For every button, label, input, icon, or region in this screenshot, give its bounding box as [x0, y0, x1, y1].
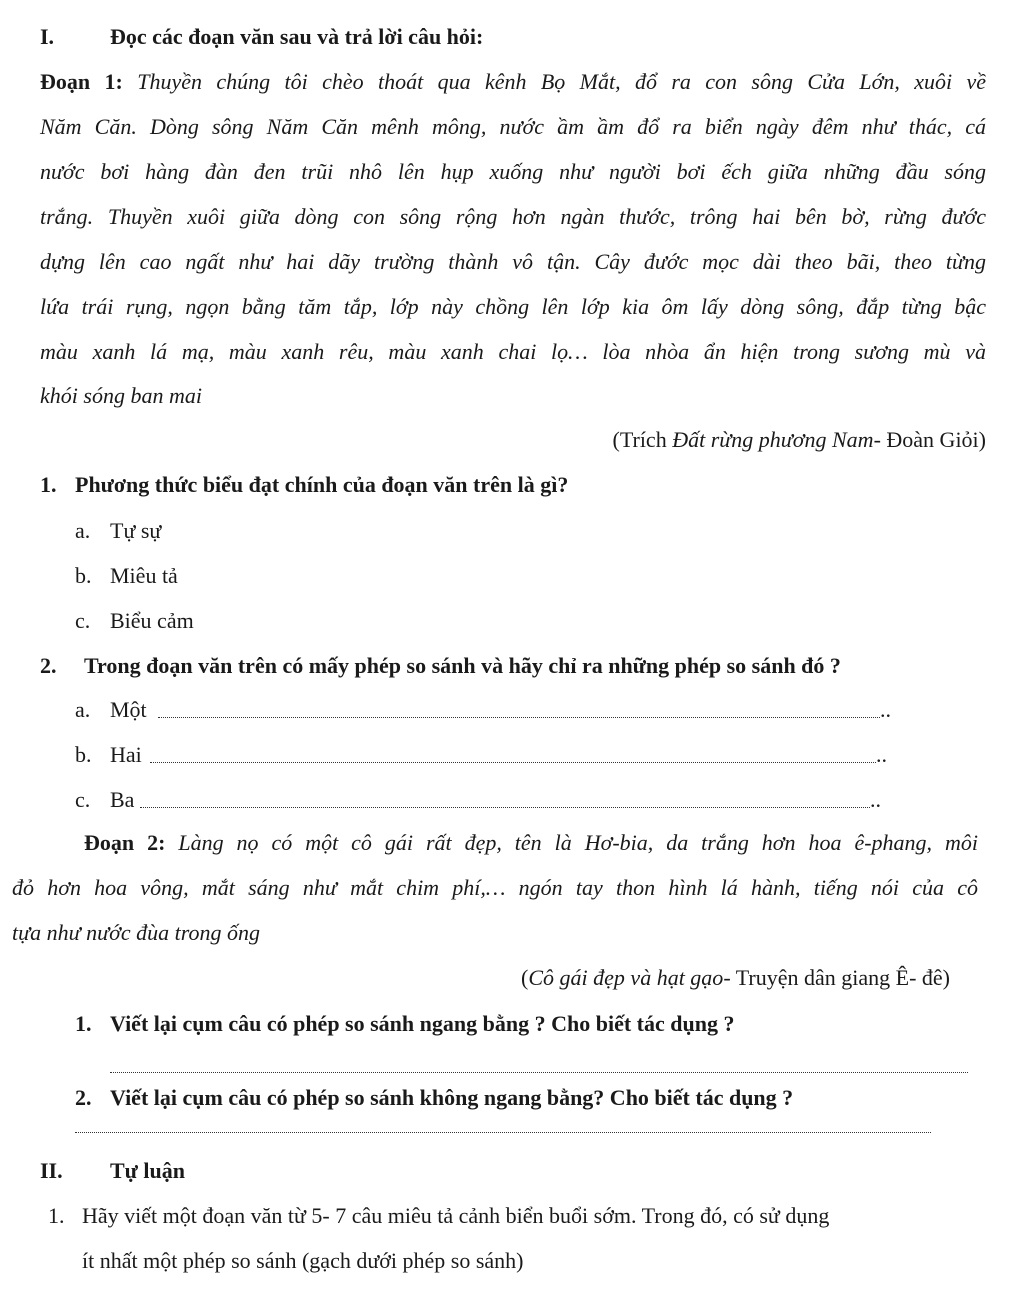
q1-text: Phương thức biểu đạt chính của đoạn văn trên là gì? — [75, 472, 569, 497]
passage1-source-suffix: - Đoàn Giỏi) — [873, 427, 986, 452]
passage2-line-1 — [84, 830, 978, 856]
passage1-colon: : — [115, 69, 138, 94]
passage1-source-title: Đất rừng phương Nam — [672, 427, 874, 452]
q1-option-c-text: Biểu cảm — [110, 608, 194, 633]
q2-text: Trong đoạn văn trên có mấy phép so sánh và hãy chỉ ra những phép so sánh đó ? — [84, 653, 841, 678]
passage2-text-1: Làng nọ có một cô gái rất đẹp, tên là Hơ-bia, da trắng hơn hoa ê-phang, môi — [178, 830, 978, 855]
passage1-line-1 — [40, 69, 986, 95]
q2-option-b-letter: b. — [75, 742, 92, 767]
passage2-colon: : — [158, 830, 179, 855]
p2q1-answer-line[interactable] — [110, 1072, 968, 1073]
q2-option-a-end: .. — [880, 697, 891, 722]
passage2-source-suffix: - Truyện dân giang Ê- đê) — [723, 965, 950, 990]
passage2-source-title: Cô gái đẹp và hạt gạo — [528, 965, 724, 990]
passage1-line-3: nước bơi hàng đàn đen trũi nhô lên hụp xuống như người bơi ếch giữa những đầu sóng — [40, 159, 986, 184]
essay-prompt-line-2: ít nhất một phép so sánh (gạch dưới phép so sánh) — [82, 1248, 524, 1273]
passage2-source — [521, 965, 950, 991]
q2-number: 2. — [40, 653, 57, 678]
passage1-line-6: lứa trái rụng, ngọn bằng tăm tắp, lớp này chồng lên lớp kia ôm lấy dòng sông, đắp từng bậc — [40, 294, 986, 319]
q2-option-b-end: .. — [876, 742, 887, 767]
q2-option-c-letter: c. — [75, 787, 91, 812]
q2-option-a-answer-line[interactable] — [158, 717, 880, 718]
q1-option-b-text: Miêu tả — [110, 563, 178, 588]
passage1-line-2: Năm Căn. Dòng sông Năm Căn mênh mông, nước ầm ầm đổ ra biển ngày đêm như thác, cá — [40, 114, 986, 139]
essay-number: 1. — [48, 1203, 65, 1228]
section1-roman: I. — [40, 24, 55, 49]
passage1-line-7: màu xanh lá mạ, màu xanh rêu, màu xanh chai lọ… lòa nhòa ẩn hiện trong sương mù và — [40, 339, 986, 364]
q2-option-c-end: .. — [870, 787, 881, 812]
section2-heading: Tự luận — [110, 1158, 185, 1183]
q2-option-c-answer-line[interactable] — [140, 807, 870, 808]
q2-option-a-letter: a. — [75, 697, 91, 722]
passage1-line-8: khói sóng ban mai — [40, 383, 202, 408]
p2q1-number: 1. — [75, 1011, 92, 1036]
section2-roman: II. — [40, 1158, 63, 1183]
section1-heading: Đọc các đoạn văn sau và trả lời câu hỏi: — [110, 24, 484, 49]
p2q1-text: Viết lại cụm câu có phép so sánh ngang bằng ? Cho biết tác dụng ? — [110, 1011, 735, 1036]
q2-option-b-text: Hai — [110, 742, 142, 767]
passage1-line-4: trắng. Thuyền xuôi giữa dòng con sông rộng hơn ngàn thước, trông hai bên bờ, rừng đước — [40, 204, 986, 229]
q1-number: 1. — [40, 472, 57, 497]
passage2-line-3: tựa như nước đùa trong ống — [12, 920, 260, 945]
q1-option-c-letter: c. — [75, 608, 91, 633]
p2q2-text: Viết lại cụm câu có phép so sánh không ngang bằng? Cho biết tác dụng ? — [110, 1085, 794, 1110]
passage1-line-5: dựng lên cao ngất như hai dãy trường thành vô tận. Cây đước mọc dài theo bãi, theo từng — [40, 249, 986, 274]
p2q2-number: 2. — [75, 1085, 92, 1110]
passage1-label: Đoạn 1 — [40, 69, 116, 94]
passage1-source-prefix: (Trích — [612, 427, 673, 452]
q1-option-a-text: Tự sự — [110, 518, 162, 543]
passage2-label: Đoạn 2 — [84, 830, 159, 855]
essay-prompt-line-1: Hãy viết một đoạn văn từ 5- 7 câu miêu tả cảnh biển buổi sớm. Trong đó, có sử dụng — [82, 1203, 830, 1228]
passage1-source — [613, 427, 987, 453]
passage2-line-2: đỏ hơn hoa vông, mắt sáng như mắt chim phí,… ngón tay thon hình lá hành, tiếng nói của cô — [12, 875, 978, 900]
passage2-source-prefix: ( — [521, 965, 529, 990]
q1-option-b-letter: b. — [75, 563, 92, 588]
p2q2-answer-line[interactable] — [75, 1132, 931, 1133]
q2-option-a-text: Một — [110, 697, 147, 722]
passage1-text-1: Thuyền chúng tôi chèo thoát qua kênh Bọ Mắt, đổ ra con sông Cửa Lớn, xuôi về — [137, 69, 987, 94]
q1-option-a-letter: a. — [75, 518, 91, 543]
q2-option-b-answer-line[interactable] — [150, 762, 876, 763]
q2-option-c-text: Ba — [110, 787, 135, 812]
